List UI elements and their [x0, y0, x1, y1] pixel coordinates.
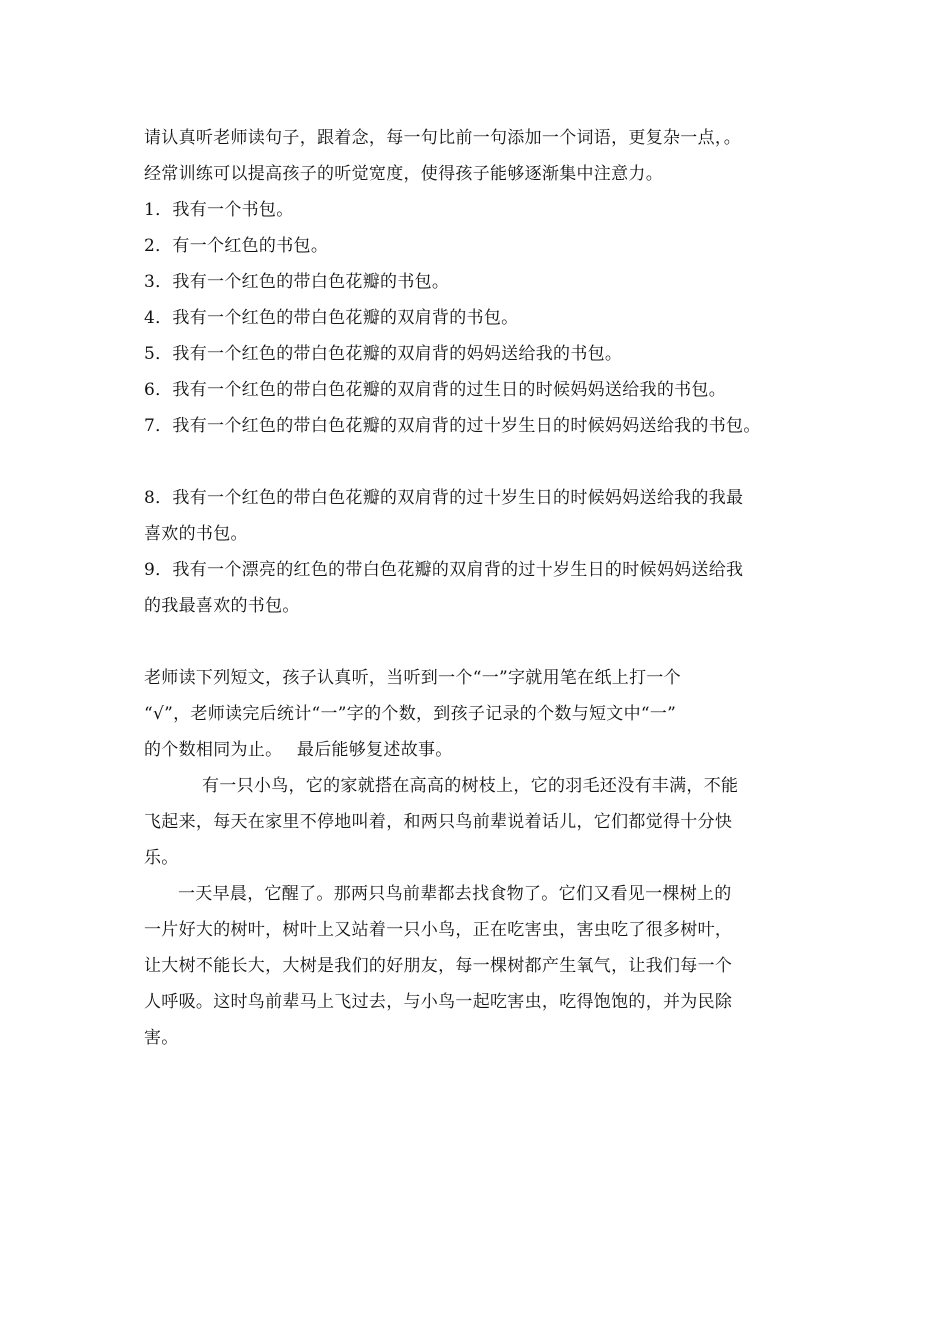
intro-line-2: 经常训练可以提高孩子的听觉宽度，使得孩子能够逐渐集中注意力。 — [144, 164, 663, 184]
story-p2-line-5: 害。 — [144, 1028, 179, 1048]
sentence-8-line-1: 8．我有一个红色的带白色花瓣的双肩背的过十岁生日的时候妈妈送给我的我最 — [144, 488, 744, 508]
sentence-8-line-2: 喜欢的书包。 — [144, 524, 248, 544]
exercise-2-line-2: “√”，老师读完后统计“一”字的个数，到孩子记录的个数与短文中“一” — [144, 704, 677, 724]
sentence-9-line-2: 的我最喜欢的书包。 — [144, 596, 300, 616]
blank-line — [144, 624, 824, 660]
blank-line — [144, 444, 824, 480]
sentence-2: 2．有一个红色的书包。 — [144, 236, 329, 256]
sentence-7: 7．我有一个红色的带白色花瓣的双肩背的过十岁生日的时候妈妈送给我的书包。 — [144, 416, 761, 436]
story-p1-line-2: 飞起来，每天在家里不停地叫着，和两只鸟前辈说着话儿，它们都觉得十分快 — [144, 812, 733, 832]
exercise-2-line-1: 老师读下列短文，孩子认真听，当听到一个“一”字就用笔在纸上打一个 — [144, 668, 681, 688]
sentence-6: 6．我有一个红色的带白色花瓣的双肩背的过生日的时候妈妈送给我的书包。 — [144, 380, 727, 400]
sentence-5: 5．我有一个红色的带白色花瓣的双肩背的妈妈送给我的书包。 — [144, 344, 623, 364]
story-p1-line-3: 乐。 — [144, 848, 179, 868]
sentence-3: 3．我有一个红色的带白色花瓣的书包。 — [144, 272, 450, 292]
story-p2-line-4: 人呼吸。这时鸟前辈马上飞过去，与小鸟一起吃害虫，吃得饱饱的，并为民除 — [144, 992, 733, 1012]
sentence-4: 4．我有一个红色的带白色花瓣的双肩背的书包。 — [144, 308, 519, 328]
sentence-9-line-1: 9．我有一个漂亮的红色的带白色花瓣的双肩背的过十岁生日的时候妈妈送给我 — [144, 560, 744, 580]
exercise-2-line-3: 的个数相同为止。 最后能够复述故事。 — [144, 740, 453, 760]
story-p1-line-1: 有一只小鸟，它的家就搭在高高的树枝上，它的羽毛还没有丰满，不能 — [202, 776, 739, 796]
document-body — [144, 120, 824, 1056]
story-p2-line-2: 一片好大的树叶，树叶上又站着一只小鸟，正在吃害虫，害虫吃了很多树叶， — [144, 920, 733, 940]
intro-line-1: 请认真听老师读句子，跟着念，每一句比前一句添加一个词语，更复杂一点，。 — [144, 128, 741, 148]
story-p2-line-3: 让大树不能长大，大树是我们的好朋友，每一棵树都产生氧气，让我们每一个 — [144, 956, 733, 976]
story-p2-line-1: 一天早晨，它醒了。那两只鸟前辈都去找食物了。它们又看见一棵树上的 — [178, 884, 732, 904]
sentence-1: 1．我有一个书包。 — [144, 200, 294, 220]
